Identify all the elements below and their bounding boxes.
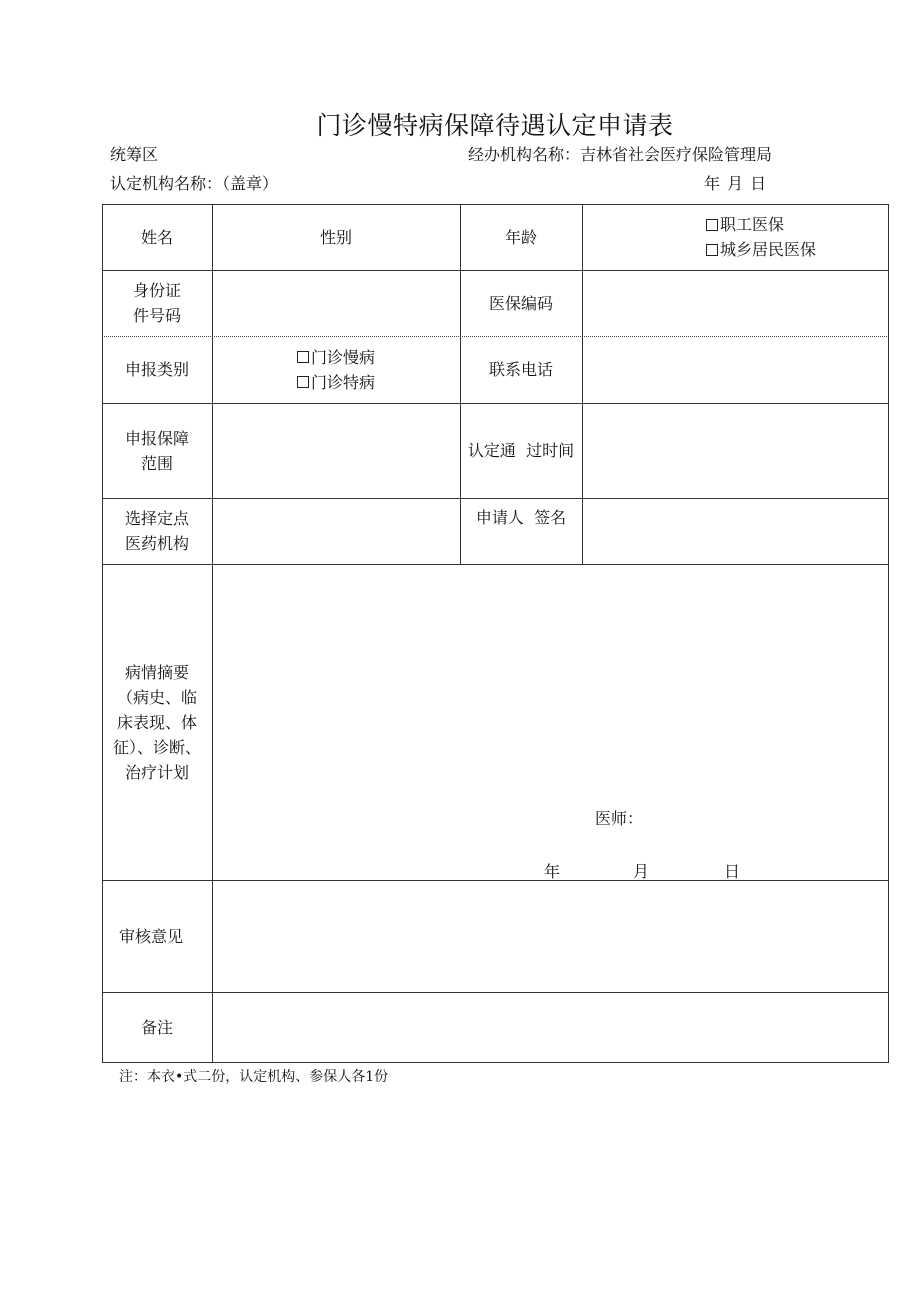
region-label: 统筹区	[110, 145, 159, 164]
gender-label: 性别	[319, 227, 352, 247]
application-form-table	[102, 204, 889, 1063]
agency-value: 吉林省社会医疗保险管理局	[580, 145, 773, 164]
sign-date-day: 日	[724, 862, 741, 881]
row-divider	[102, 880, 889, 881]
sign-date-month: 月	[633, 862, 650, 881]
column-divider	[582, 204, 583, 564]
review-opinion-label: 审核意见	[118, 926, 183, 946]
footnote: 注：本衣•式二份，认定机构、参保人各1份	[119, 1069, 389, 1085]
cert-time-label: 认定通 过时间	[467, 441, 575, 460]
condition-summary-label: 病情摘要 （病史、临 床表现、体 征）、诊断、 治疗计划	[112, 662, 201, 782]
apply-option-special[interactable]: 门诊特病	[297, 370, 375, 395]
applicant-sign-label: 申请人 签名	[475, 507, 567, 527]
row-divider	[102, 498, 889, 499]
page-title: 门诊慢特病保障待遇认定申请表	[316, 111, 674, 140]
header-date-label: 年 月 日	[704, 174, 767, 193]
sign-date-year: 年	[544, 862, 561, 881]
checkbox-icon[interactable]	[297, 376, 309, 388]
cert-org-label: 认定机构名称：（盖章）	[110, 174, 279, 193]
column-divider	[212, 204, 213, 1063]
agency-label: 经办机构名称：	[468, 145, 581, 164]
row-divider	[102, 564, 889, 565]
scope-label: 申报保障 范围	[124, 428, 189, 473]
checkbox-icon[interactable]	[297, 351, 309, 363]
remarks-label: 备注	[140, 1017, 173, 1037]
insurance-code-label: 医保编码	[488, 293, 553, 313]
apply-type-label: 申报类别	[124, 360, 189, 379]
age-label: 年龄	[504, 227, 537, 247]
agency-line	[468, 142, 772, 165]
doctor-label: 医师：	[595, 809, 644, 828]
insurance-option-resident[interactable]: 城乡居民医保	[706, 237, 816, 262]
facility-label: 选择定点 医药机构	[124, 509, 189, 553]
phone-label: 联系电话	[488, 360, 553, 379]
apply-option-chronic[interactable]: 门诊慢病	[297, 345, 375, 370]
name-label: 姓名	[140, 227, 173, 247]
row-divider	[102, 992, 889, 993]
id-number-label: 身份证 件号码	[132, 281, 181, 325]
table-border-right	[888, 204, 889, 1063]
checkbox-icon[interactable]	[706, 219, 718, 231]
insurance-type-group	[706, 210, 846, 264]
insurance-option-employee[interactable]: 职工医保	[706, 212, 784, 237]
apply-type-group	[212, 336, 460, 403]
table-border-bottom	[102, 1062, 889, 1063]
checkbox-icon[interactable]	[706, 244, 718, 256]
